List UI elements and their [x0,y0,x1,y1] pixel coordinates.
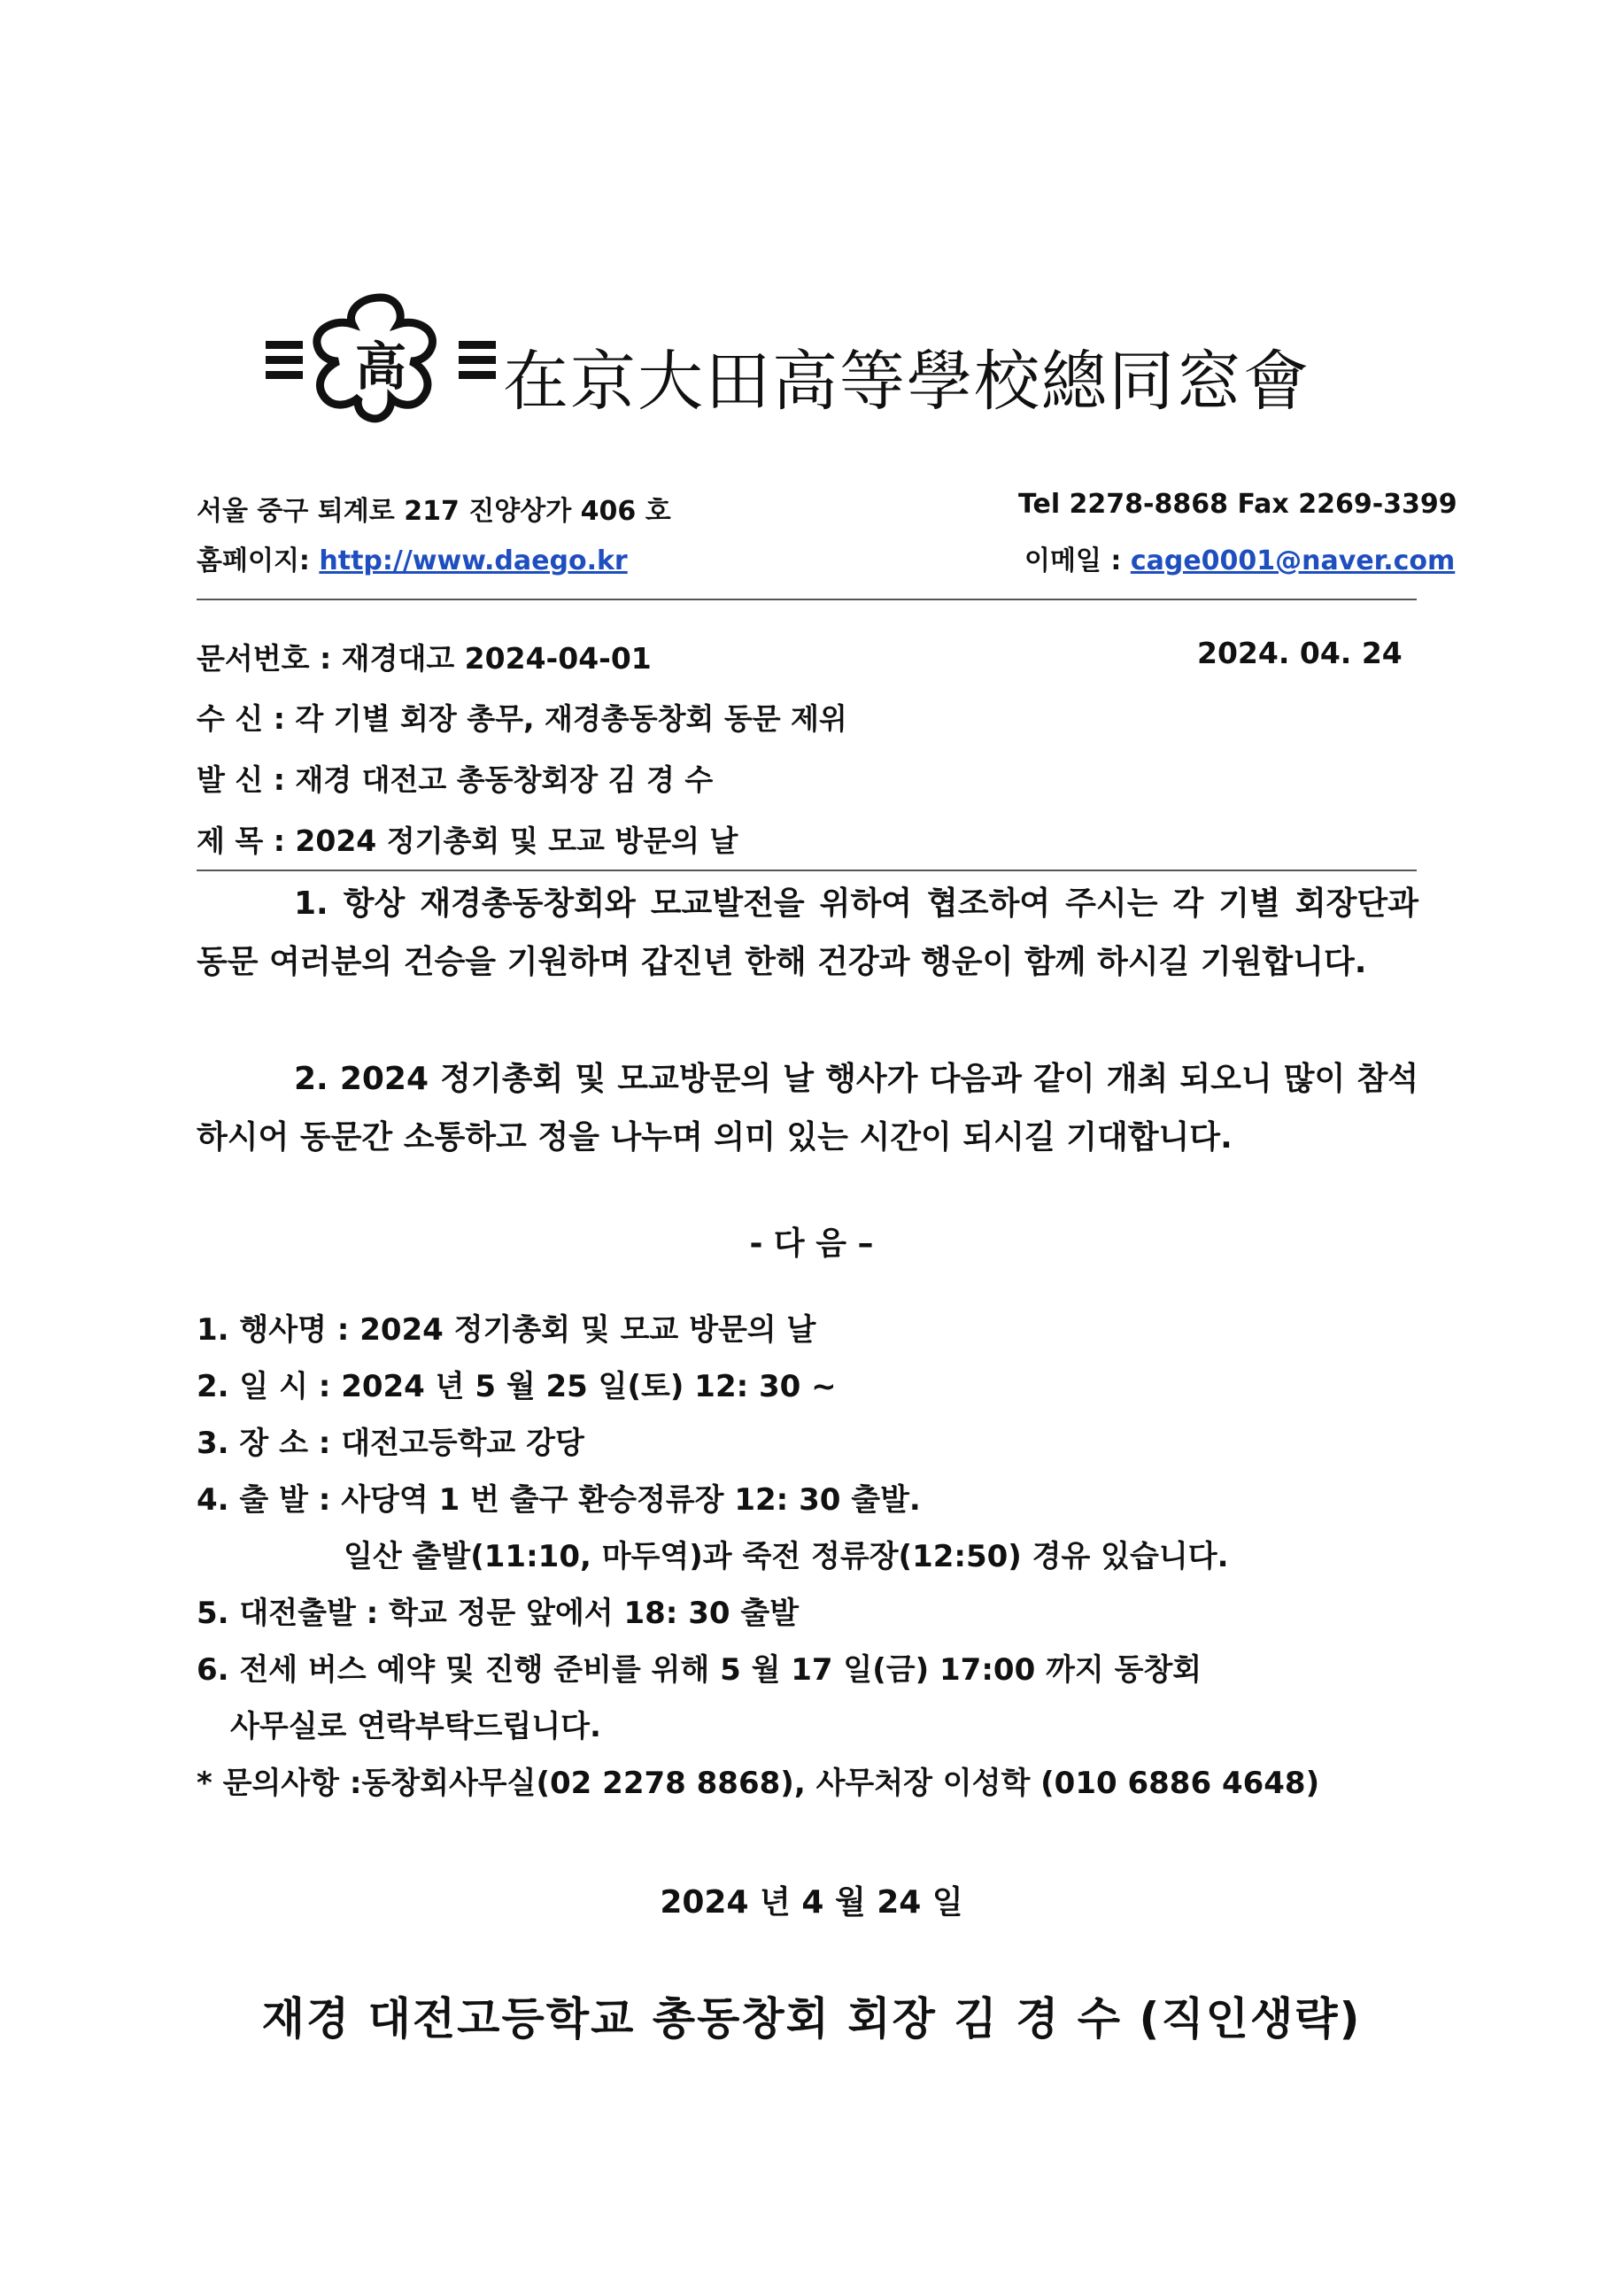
body-paragraph-2: 2. 2024 정기총회 및 모교방문의 날 행사가 다음과 같이 개최 되오니 많이 참석하시어 동문간 소통하고 정을 나누며 의미 있는 시간이 되시길 기대합니다. [197,1061,1418,1156]
divider-top [197,599,1417,600]
letterhead [266,292,1417,425]
homepage-link[interactable]: http://www.daego.kr [319,545,628,576]
item-inquiry: * 문의사항 :동창회사무실(02 2278 8868), 사무처장 이성학 (010 6886 4648) [197,1766,1320,1801]
item-booking: 6. 전세 버스 예약 및 진행 준비를 위해 5 월 17 일(금) 17:00 까지 동창회 [197,1652,1202,1688]
tel-fax: Tel 2278-8868 Fax 2269-3399 [1018,489,1457,520]
address: 서울 중구 퇴계로 217 진양상가 406 호 [197,496,671,527]
item-event-name: 1. 행사명 : 2024 정기총회 및 모교 방문의 날 [197,1312,816,1348]
item-departure: 4. 출 발 : 사당역 1 번 출구 환승정류장 12: 30 출발. [197,1482,921,1518]
email [1024,538,1455,577]
signature-line: 재경 대전고등학교 총동창회 회장 김 경 수 (직인생략) [261,1993,1362,2045]
item-datetime: 2. 일 시 : 2024 년 5 월 25 일(토) 12: 30 ~ [197,1369,837,1404]
subject: 제 목 : 2024 정기총회 및 모교 방문의 날 [197,823,738,858]
sender: 발 신 : 재경 대전고 총동창회장 김 경 수 [197,762,714,797]
homepage-label: 홈페이지: [197,545,320,576]
closing-date: 2024 년 4 월 24 일 [660,1884,963,1921]
item-return: 5. 대전출발 : 학교 정문 앞에서 18: 30 출발 [197,1596,800,1631]
notice-label: - 다 음 – [749,1225,874,1262]
item-departure-note: 일산 출발(11:10, 마두역)과 죽전 정류장(12:50) 경유 있습니다. [344,1539,1229,1574]
emblem-character: 高 [354,336,407,397]
divider-subject [197,870,1417,871]
item-place: 3. 장 소 : 대전고등학교 강당 [197,1426,584,1461]
school-emblem-logo [266,292,496,425]
email-link[interactable]: cage0001@naver.com [1130,545,1456,576]
email-label: 이메일 : [1024,545,1131,576]
organization-name: 在京大田高等學校總同窓會 [503,344,1310,420]
recipient: 수 신 : 각 기별 회장 총무, 재경총동창회 동문 제위 [197,701,847,736]
body-paragraph-1: 1. 항상 재경총동창회와 모교발전을 위하여 협조하여 주시는 각 기별 회장단과 동문 여러분의 건승을 기원하며 갑진년 한해 건강과 행운이 함께 하시길 기원합니다. [197,885,1418,980]
doc-date: 2024. 04. 24 [1197,636,1403,670]
item-booking-cont: 사무실로 연락부탁드립니다. [230,1709,601,1744]
doc-number: 문서번호 : 재경대고 2024-04-01 [197,641,652,676]
homepage [197,538,628,577]
